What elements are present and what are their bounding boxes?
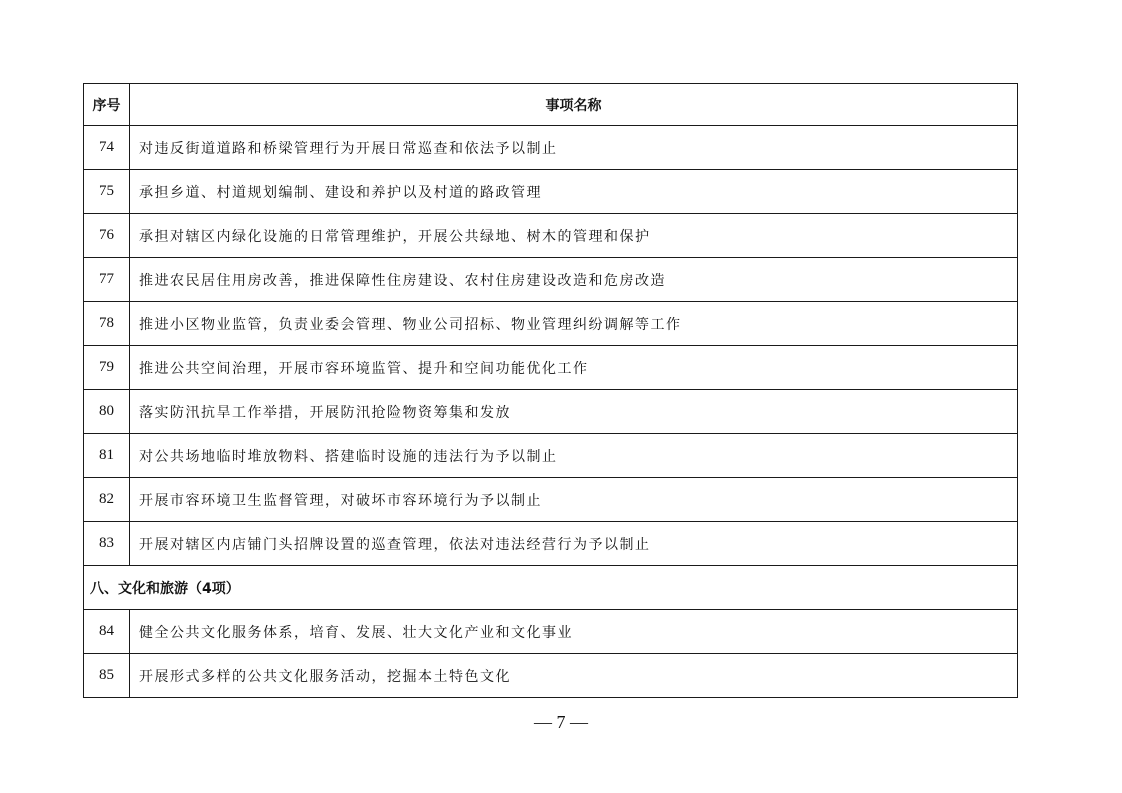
row-number: 85: [84, 654, 130, 698]
table-row: [84, 346, 1018, 390]
matters-table: [83, 83, 1018, 698]
section-heading-row: [84, 566, 1018, 610]
row-item-name: 推进小区物业监管，负责业委会管理、物业公司招标、物业管理纠纷调解等工作: [130, 302, 1018, 346]
table-row: [84, 478, 1018, 522]
row-number: 74: [84, 126, 130, 170]
table-row: [84, 126, 1018, 170]
row-item-name: 健全公共文化服务体系，培育、发展、壮大文化产业和文化事业: [130, 610, 1018, 654]
row-item-name: 落实防汛抗旱工作举措，开展防汛抢险物资筹集和发放: [130, 390, 1018, 434]
table-row: [84, 214, 1018, 258]
row-item-name: 推进农民居住用房改善，推进保障性住房建设、农村住房建设改造和危房改造: [130, 258, 1018, 302]
table-row: [84, 302, 1018, 346]
table-row: [84, 434, 1018, 478]
table-row: [84, 654, 1018, 698]
page-number: — 7 —: [534, 712, 588, 732]
row-item-name: 开展形式多样的公共文化服务活动，挖掘本土特色文化: [130, 654, 1018, 698]
row-number: 84: [84, 610, 130, 654]
row-number: 83: [84, 522, 130, 566]
row-item-name: 推进公共空间治理，开展市容环境监管、提升和空间功能优化工作: [130, 346, 1018, 390]
row-number: 78: [84, 302, 130, 346]
table-row: [84, 390, 1018, 434]
row-number: 80: [84, 390, 130, 434]
row-item-name: 对违反街道道路和桥梁管理行为开展日常巡查和依法予以制止: [130, 126, 1018, 170]
row-number: 75: [84, 170, 130, 214]
table-row: [84, 170, 1018, 214]
row-number: 82: [84, 478, 130, 522]
row-item-name: 开展对辖区内店铺门头招牌设置的巡查管理，依法对违法经营行为予以制止: [130, 522, 1018, 566]
table-header-row: [84, 84, 1018, 126]
table-row: [84, 258, 1018, 302]
header-serial-number: 序号: [84, 84, 130, 126]
row-item-name: 对公共场地临时堆放物料、搭建临时设施的违法行为予以制止: [130, 434, 1018, 478]
table-row: [84, 610, 1018, 654]
row-number: 76: [84, 214, 130, 258]
row-number: 79: [84, 346, 130, 390]
section-heading: 八、文化和旅游（4项）: [84, 566, 1018, 610]
row-number: 81: [84, 434, 130, 478]
table-row: [84, 522, 1018, 566]
row-item-name: 开展市容环境卫生监督管理，对破坏市容环境行为予以制止: [130, 478, 1018, 522]
row-item-name: 承担乡道、村道规划编制、建设和养护以及村道的路政管理: [130, 170, 1018, 214]
row-item-name: 承担对辖区内绿化设施的日常管理维护，开展公共绿地、树木的管理和保护: [130, 214, 1018, 258]
row-number: 77: [84, 258, 130, 302]
header-item-name: 事项名称: [130, 84, 1018, 126]
